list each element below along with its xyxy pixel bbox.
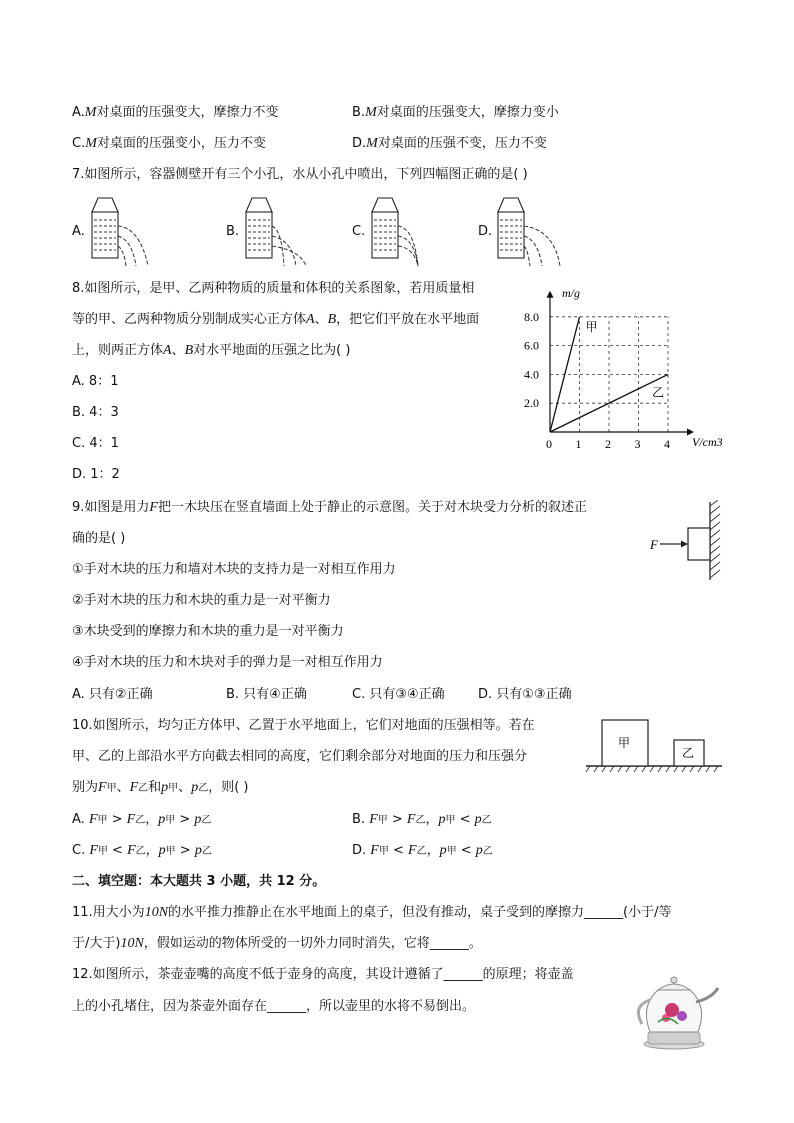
q7-figure-d: [494, 192, 566, 268]
q10-option-d: D. F甲 < F乙，p甲 < p乙: [352, 843, 493, 858]
q10-fig-yi-label: 乙: [682, 746, 695, 760]
q9-option-d: D. 只有①③正确: [478, 687, 572, 702]
y-axis-label: m/g: [562, 285, 580, 300]
q9-stem-line1: 9.如图是用力F把一木块压在竖直墙面上处于静止的示意图。关于对木块受力分析的叙述正: [72, 500, 587, 515]
q10-option-a: A. F甲 > F乙，p甲 > p乙: [72, 812, 212, 827]
x-tick-label: 3: [634, 437, 641, 451]
q6-option-c: C.M对桌面的压强变小，压力不变: [72, 136, 266, 151]
q8-option-a: A. 8：1: [72, 374, 119, 389]
q8-stem-line3: 上，则两正方体A、B对水平地面的压强之比为( ): [72, 343, 351, 358]
series-label-2: 乙: [652, 385, 665, 400]
q8-stem-line2: 等的甲、乙两种物质分别制成实心正方体A、B，把它们平放在水平地面: [72, 312, 480, 327]
q10-cubes-figure: [584, 714, 724, 776]
q7-option-a-label: A.: [72, 224, 85, 239]
teapot-image: [628, 966, 724, 1052]
q9-option-c: C. 只有③④正确: [352, 687, 445, 702]
q9-statement-1: ①手对木块的压力和墙对木块的支持力是一对相互作用力: [72, 562, 396, 577]
y-tick-label: 6.0: [524, 338, 539, 353]
y-axis-arrow: [547, 291, 554, 298]
q11-stem-line1: 11.用大小为10N的水平推力推静止在水平地面上的桌子，但没有推动，桌子受到的摩擦力______(小于/等: [72, 905, 672, 920]
q8-option-b: B. 4：3: [72, 405, 119, 420]
y-tick-label: 2.0: [524, 396, 539, 411]
q7-option-d-label: D.: [478, 224, 493, 239]
q6-option-b: B.M对桌面的压强变大，摩擦力变小: [352, 105, 559, 120]
q10-option-b: B. F甲 > F乙，p甲 < p乙: [352, 812, 492, 827]
y-tick-label: 4.0: [524, 367, 539, 382]
q8-option-c: C. 4：1: [72, 436, 119, 451]
q8-option-d: D. 1：2: [72, 467, 120, 482]
q9-statement-4: ④手对木块的压力和木块对手的弹力是一对相互作用力: [72, 655, 383, 670]
x-tick-label: 1: [575, 437, 582, 451]
mass-volume-chart: [512, 280, 732, 460]
q6-option-d: D.M对桌面的压强不变，压力不变: [352, 136, 547, 151]
q7-figure-b: [242, 192, 314, 268]
q10-fig-jia-label: 甲: [618, 736, 631, 750]
series-label-1: 甲: [585, 319, 598, 334]
section-fill-in-heading: 二、填空题：本大题共 3 小题，共 12 分。: [72, 874, 326, 889]
q10-option-c: C. F甲 < F乙，p甲 > p乙: [72, 843, 212, 858]
q9-stem-line2: 确的是( ): [72, 531, 126, 546]
q12-stem-line1: 12.如图所示，茶壶壶嘴的高度不低于壶身的高度，其设计遵循了______的原理；将壶盖: [72, 967, 574, 982]
q9-statement-3: ③木块受到的摩擦力和木块的重力是一对平衡力: [72, 624, 344, 639]
q7-option-b-label: B.: [226, 224, 240, 239]
x-tick-label: 4: [664, 437, 670, 451]
q12-stem-line2: 上的小孔堵住，因为茶壶外面存在______，所以壶里的水将不易倒出。: [72, 999, 476, 1014]
q10-stem-line1: 10.如图所示，均匀正方体甲、乙置于水平地面上，它们对地面的压强相等。若在: [72, 718, 535, 733]
x-axis-label: V/cm3: [692, 435, 723, 449]
y-tick-label: 8.0: [524, 309, 539, 324]
q10-stem-line2: 甲、乙的上部沿水平方向截去相同的高度，它们剩余部分对地面的压力和压强分: [72, 749, 528, 764]
x-tick-label: 2: [605, 437, 611, 451]
q9-option-a: A. 只有②正确: [72, 687, 153, 702]
q10-stem-line3: 别为F甲、F乙和p甲、p乙，则( ): [72, 780, 249, 795]
q11-stem-line2: 于/大于)10N，假如运动的物体所受的一切外力同时消失，它将______。: [72, 936, 482, 951]
q7-figure-c: [368, 192, 440, 268]
x-tick-label: 0: [546, 437, 552, 451]
q9-force-label: F: [650, 537, 658, 552]
q6-option-a: A.M对桌面的压强变大，摩擦力不变: [72, 105, 279, 120]
q7-stem: 7.如图所示，容器侧壁开有三个小孔，水从小孔中喷出，下列四幅图正确的是( ): [72, 167, 528, 182]
q9-option-b: B. 只有④正确: [226, 687, 307, 702]
q9-wall-block-figure: [644, 500, 724, 582]
q9-statement-2: ②手对木块的压力和木块的重力是一对平衡力: [72, 593, 331, 608]
q7-option-c-label: C.: [352, 224, 366, 239]
q8-stem-line1: 8.如图所示，是甲、乙两种物质的质量和体积的关系图象，若用质量相: [72, 281, 475, 296]
q7-figure-a: [88, 192, 160, 268]
